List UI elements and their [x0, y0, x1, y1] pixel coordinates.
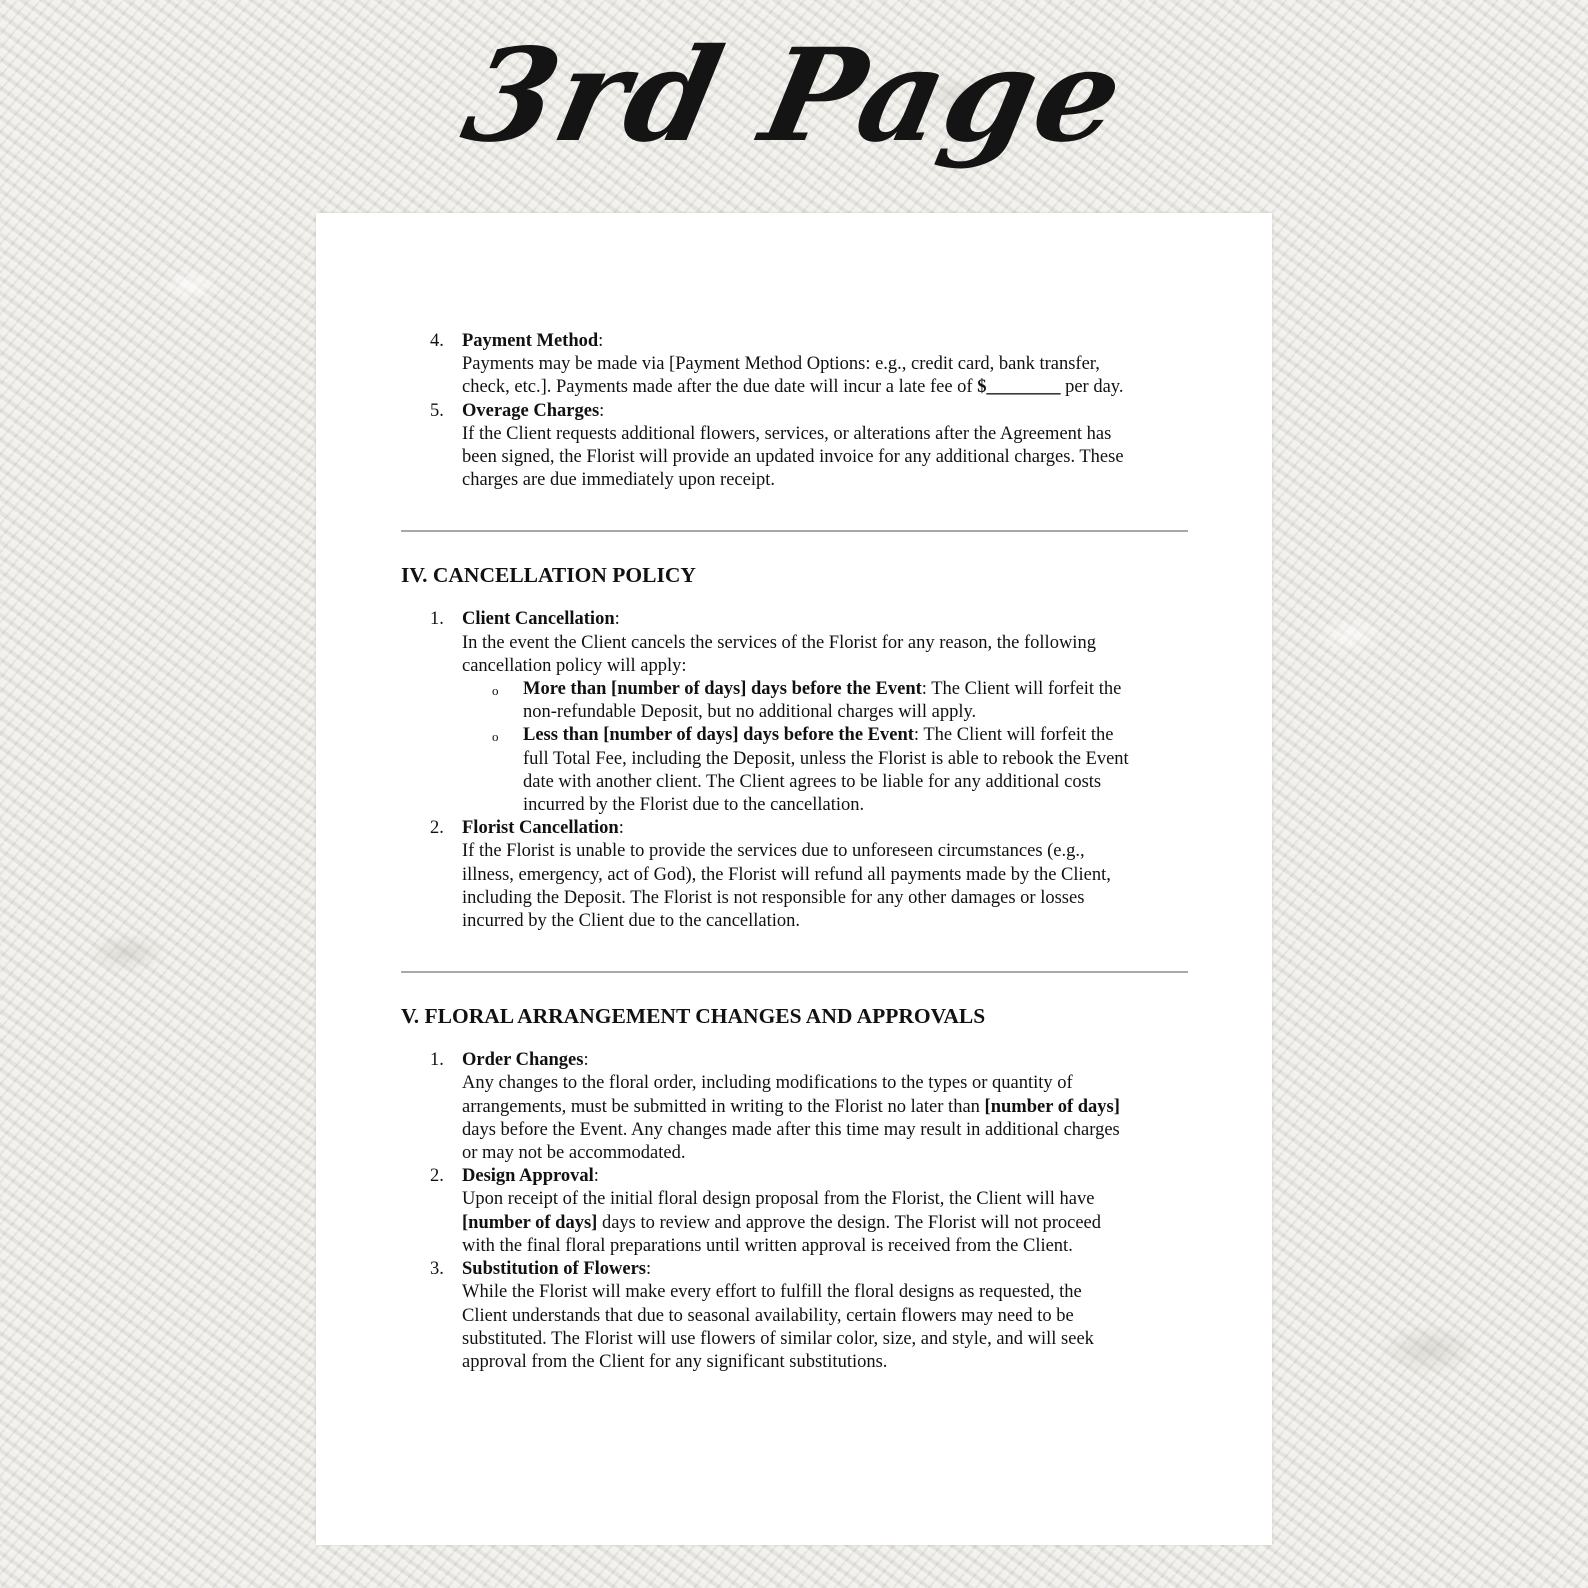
sub-bullet-more-than — [462, 678, 1188, 724]
item-text-line: substituted. The Florist will use flowers of similar color, size, and style, and will seek — [462, 1328, 1094, 1349]
sub-bullet-less-than — [462, 724, 1188, 817]
list-item-substitution: 3. Substitution of Flowers: While the Florist will make every effort to fulfill the floral designs as requested, the Client understands that due to seasonal availability, certain flowers may need to be substituted. The Florist will use flowers of similar color, size, and style, and will seek approval from the Client for any significant substitutions. — [401, 1258, 1188, 1374]
list-item-design-approval: 2. Design Approval: Upon receipt of the initial floral design proposal from the Florist, the Client will have [number of days] days to review and approve the design. The Florist will not proceed with the final floral preparations until written approval is received from the Client. — [401, 1165, 1188, 1258]
item-text-line: illness, emergency, act of God), the Florist will refund all payments made by the Client, — [462, 864, 1111, 885]
item-bold-span: [number of days] — [462, 1212, 598, 1233]
item-text-line: approval from the Client for any significant substitutions. — [462, 1351, 888, 1372]
item-text-span: days to review and approve the design. The Florist will not proceed — [597, 1212, 1102, 1233]
item-label: Substitution of Flowers — [462, 1259, 646, 1280]
bullet-bold-text: Less than [number of days] days before the Event — [523, 725, 914, 746]
page-banner-title: 3rd Page — [451, 21, 1137, 171]
item-text-line: In the event the Client cancels the services of the Florist for any reason, the following — [462, 632, 1096, 653]
list-number: 2. — [430, 818, 444, 839]
bullet-circle-icon: o — [492, 683, 499, 699]
document-page — [316, 213, 1272, 1545]
item-text-line — [462, 1212, 1188, 1235]
item-text-line: incurred by the Client due to the cancellation. — [462, 911, 801, 932]
bullet-text-line: full Total Fee, including the Deposit, unless the Florist is able to rebook the Event — [523, 748, 1129, 769]
item-bold-span: [number of days] — [984, 1096, 1120, 1117]
bullet-text-span: : The Client will forfeit the — [921, 679, 1122, 700]
item-text-line: or may not be accommodated. — [462, 1143, 686, 1164]
item-text-span: arrangements, must be submitted in writing to the Florist no later than — [462, 1096, 985, 1117]
item-text-line: While the Florist will make every effort to fulfill the floral designs as requested, the — [462, 1282, 1082, 1303]
list-number: 1. — [430, 609, 444, 630]
section-divider — [401, 530, 1188, 532]
bullet-text-span: : The Client will forfeit the — [913, 725, 1114, 746]
item-text-line: Payments may be made via [Payment Method Options: e.g., credit card, bank transfer, — [462, 354, 1100, 375]
bullet-text-line: non-refundable Deposit, but no additional charges will apply. — [523, 702, 977, 723]
list-number: 2. — [430, 1166, 444, 1187]
bullet-text-line: incurred by the Florist due to the cancellation. — [523, 795, 865, 816]
item-label: Client Cancellation — [462, 609, 615, 630]
list-item-order-changes: 1. Order Changes: Any changes to the floral order, including modifications to the types or quantity of arrangements, must be submitted in writing to the Florist no later than [number of days] days before the Event. Any changes made after this time may result in additional charges or may not be accommodated. — [401, 1049, 1188, 1165]
item-text-line — [462, 376, 1188, 399]
item-text-line — [462, 1096, 1188, 1119]
document-content — [401, 330, 1188, 1374]
item-text-span: check, etc.]. Payments made after the due date will incur a late fee of — [462, 377, 978, 398]
item-text-line: been signed, the Florist will provide an updated invoice for any additional charges. These — [462, 447, 1124, 468]
section-heading-floral-changes: V. FLORAL ARRANGEMENT CHANGES AND APPROVALS — [401, 1004, 986, 1029]
list-number: 1. — [430, 1050, 444, 1071]
item-label: Order Changes — [462, 1050, 584, 1071]
item-text-span: per day. — [1060, 377, 1124, 398]
section-divider — [401, 971, 1188, 973]
item-text-line: days before the Event. Any changes made after this time may result in additional charges — [462, 1119, 1120, 1140]
item-text-line: cancellation policy will apply: — [462, 655, 687, 676]
list-number: 3. — [430, 1259, 444, 1280]
bullet-text-line: date with another client. The Client agrees to be liable for any additional costs — [523, 771, 1102, 792]
item-text-line: Any changes to the floral order, including modifications to the types or quantity of — [462, 1073, 1073, 1094]
item-text-line: Client understands that due to seasonal availability, certain flowers may need to be — [462, 1305, 1074, 1326]
list-number: 4. — [430, 331, 444, 351]
item-label: Payment Method — [462, 331, 599, 351]
item-label: Design Approval — [462, 1166, 594, 1187]
bullet-circle-icon: o — [492, 729, 499, 745]
list-number: 5. — [430, 400, 444, 421]
list-item-overage-charges: 5. Overage Charges: If the Client requests additional flowers, services, or alterations after the Agreement has been signed, the Florist will provide an updated invoice for any additional charges. These charges are due immediately upon receipt. — [401, 400, 1188, 493]
item-text-line: charges are due immediately upon receipt. — [462, 470, 776, 491]
section-heading-cancellation: IV. CANCELLATION POLICY — [401, 563, 696, 588]
list-item-payment-method: 4. Payment Method: Payments may be made via [Payment Method Options: e.g., credit card, bank transfer, check, etc.]. Payments made after the due date will incur a late fee of $________ per day. — [401, 330, 1188, 400]
late-fee-amount: $________ — [977, 377, 1061, 398]
item-label: Florist Cancellation — [462, 818, 619, 839]
item-text-line: If the Florist is unable to provide the services due to unforeseen circumstances (e.g., — [462, 841, 1085, 862]
item-text-line: If the Client requests additional flowers, services, or alterations after the Agreement has — [462, 423, 1112, 444]
item-text-line: including the Deposit. The Florist is not responsible for any other damages or losses — [462, 887, 1085, 908]
item-label: Overage Charges — [462, 400, 600, 421]
item-text-line: Upon receipt of the initial floral design proposal from the Florist, the Client will have — [462, 1189, 1095, 1210]
list-item-florist-cancellation: 2. Florist Cancellation: If the Florist is unable to provide the services due to unforeseen circumstances (e.g., illness, emergency, act of God), the Florist will refund all payments made by the Client, including the Deposit. The Florist is not responsible for any other damages or losses incurred by the Client due to the cancellation. — [401, 817, 1188, 933]
bullet-bold-text: More than [number of days] days before the Event — [523, 679, 922, 700]
list-item-client-cancellation: 1. Client Cancellation: In the event the Client cancels the services of the Florist for any reason, the following cancellation policy will apply: o More than [number of days] days before the Event: The Client will forfeit the non-refundable Deposit, but no additional charges will apply. o Less than [number of days] days before the Event: The Client will forfeit the full Total Fee, including the Deposit, unless the Florist is able to rebook the Event date with another client. The Client agrees to be liable for any additional costs incurred by the Florist due to the cancellation. — [401, 608, 1188, 817]
item-text-line: with the final floral preparations until written approval is received from the Client. — [462, 1235, 1073, 1256]
